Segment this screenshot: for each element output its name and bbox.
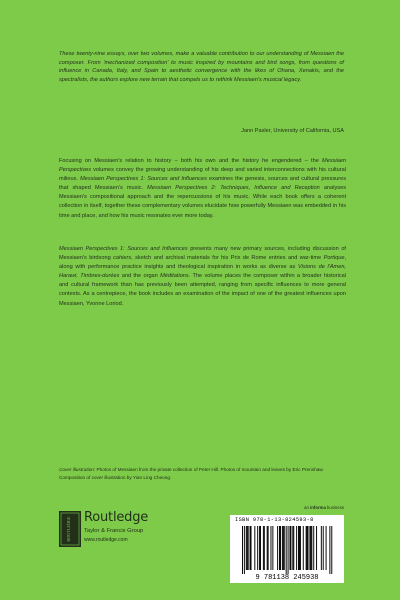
- barcode-bar: [259, 526, 260, 570]
- barcode-bar: [290, 526, 291, 570]
- text-run: . The volume places the composer within a broader historical and cultural framework than has previously been attempted, ranging from specific influences to more general contexts. As a centrepiece, the book includes an examination of the impact of one of the greatest influences upon Messiaen, Yvonne Loriod.: [59, 273, 346, 307]
- text-run: Portique: [323, 255, 345, 262]
- text-run: Visions de l'Amen, Harawi, Timbres-durées: [59, 264, 346, 280]
- barcode-bar: [277, 526, 278, 570]
- text-run: cahiers: [113, 255, 132, 262]
- publisher-subtitle: Taylor & Francis Group: [84, 528, 144, 534]
- cover-credits: [59, 466, 346, 481]
- barcode: [230, 515, 344, 583]
- text-run: examines the genesis, sources and cultural pressures that shaped Messiaen's music.: [59, 176, 346, 192]
- barcode-bar: [286, 526, 287, 574]
- text-run: , sketch and archival materials for his Prix de Rome entries and war-time: [131, 255, 324, 262]
- barcode-bar: [307, 526, 308, 570]
- publisher-name: Routledge: [84, 510, 149, 525]
- barcode-bar: [316, 526, 317, 570]
- barcode-bar: [242, 526, 243, 574]
- barcode-bar: [254, 526, 255, 570]
- text-run: and the organ: [119, 273, 161, 280]
- barcode-bar: [250, 526, 251, 570]
- informa-suffix: business: [325, 505, 344, 510]
- informa-prefix: an: [304, 505, 311, 510]
- barcode-bar: [309, 526, 310, 570]
- text-run: Focusing on Messiaen's relation to history – both his own and the history he engendered – the: [59, 158, 323, 164]
- isbn-label: ISBN 978-1-13-824593-8: [235, 517, 314, 523]
- text-run: Messiaen Perspectives 2: Techniques, Influence and Reception: [147, 185, 320, 192]
- text-run: analyses Messiaen's compositional approach and the repercussions of his music. While each book offers a coherent collection in itself, together these complementary volumes elucidate how powerfully Messiaen was embedded in his time and place, and how his music resonates ever more today.: [59, 185, 346, 219]
- text-run: Messiaen Perspectives 1: Sources and Influences: [80, 176, 207, 183]
- barcode-bar: [310, 526, 311, 570]
- barcode-bar: [331, 526, 332, 574]
- publisher-url: www.routledge.com: [84, 537, 128, 543]
- text-run: volumes convey the growing understanding of his deep and varied interconnections with his cultural milieux.: [59, 167, 346, 183]
- barcode-bar: [321, 526, 322, 570]
- barcode-bar: [299, 526, 300, 570]
- barcode-bar: [244, 526, 245, 574]
- barcode-bar: [293, 526, 294, 570]
- barcode-bar: [288, 526, 289, 574]
- barcode-bar: [263, 526, 264, 570]
- routledge-logo-letters: ROUTLEDGE: [66, 516, 71, 542]
- barcode-bar: [298, 526, 299, 570]
- barcode-bar: [282, 526, 283, 570]
- text-run: Messiaen Perspectives 1: Sources and Influences: [59, 246, 188, 252]
- barcode-bar: [303, 526, 304, 570]
- barcode-bar: [279, 526, 280, 570]
- barcode-bar: [268, 526, 269, 570]
- text-run: Messiaen Perspectives: [59, 158, 346, 174]
- barcode-bar: [267, 526, 268, 570]
- barcode-bar: [248, 526, 249, 570]
- barcode-bar: [300, 526, 301, 570]
- cover-credits-label: Cover illustration: [59, 467, 94, 472]
- barcode-bar: [292, 526, 293, 570]
- barcode-bar: [260, 526, 261, 570]
- barcode-bar: [264, 526, 265, 570]
- barcode-bar: [313, 526, 314, 570]
- barcode-bar: [284, 526, 285, 570]
- barcode-bar: [308, 526, 309, 570]
- text-run: , along with performance practice insights and theological inspiration in works as diverse as: [59, 255, 346, 271]
- barcode-digits: 9 781138 245938: [255, 574, 319, 582]
- barcode-bar: [326, 526, 327, 570]
- barcode-bar: [323, 526, 324, 570]
- description-paragraph-2: [59, 245, 346, 309]
- cover-credits-text: : Photos of Messiaen from the private collection of Peter Hill. Photos of mountain and leaves by Eric Prenshaw. Composition of cover illustration by Yian Ling Cheong.: [59, 467, 324, 480]
- barcode-bar: [311, 526, 312, 570]
- description-paragraph-1: [59, 157, 346, 221]
- barcode-bar: [246, 526, 247, 570]
- routledge-logo-icon: [59, 511, 81, 547]
- barcode-bar: [280, 526, 281, 570]
- barcode-bar: [290, 526, 291, 570]
- informa-brand: informa: [310, 505, 326, 510]
- barcode-bar: [257, 526, 258, 570]
- barcode-bar: [251, 526, 252, 570]
- informa-business-line: [304, 505, 344, 510]
- barcode-box: [230, 515, 344, 583]
- barcode-bar: [329, 526, 330, 574]
- barcode-bar: [296, 526, 297, 570]
- endorsement-attribution: Jann Pasler, University of California, USA: [241, 128, 344, 134]
- text-run: presents many new primary sources, including discussion of Messiaen's birdsong: [59, 246, 346, 262]
- barcode-bar: [283, 526, 284, 570]
- barcode-bar: [271, 526, 272, 570]
- barcode-bar: [306, 526, 307, 570]
- barcode-bar: [247, 526, 248, 570]
- barcode-bar: [272, 526, 273, 570]
- endorsement-quote: These twenty-nine essays, over two volumes, make a valuable contribution to our understanding of Messiaen the composer. From 'mechanized composition' to music inspired by mountains and bird songs, from questions of influence in Canada, Italy, and Spain to aesthetic convergence with the likes of Ohana, Xenakis, and the spectralists, the authors explore new terrain that compels us to rethink Messiaen's musical legacy.: [59, 51, 344, 84]
- text-run: Méditations: [160, 273, 189, 280]
